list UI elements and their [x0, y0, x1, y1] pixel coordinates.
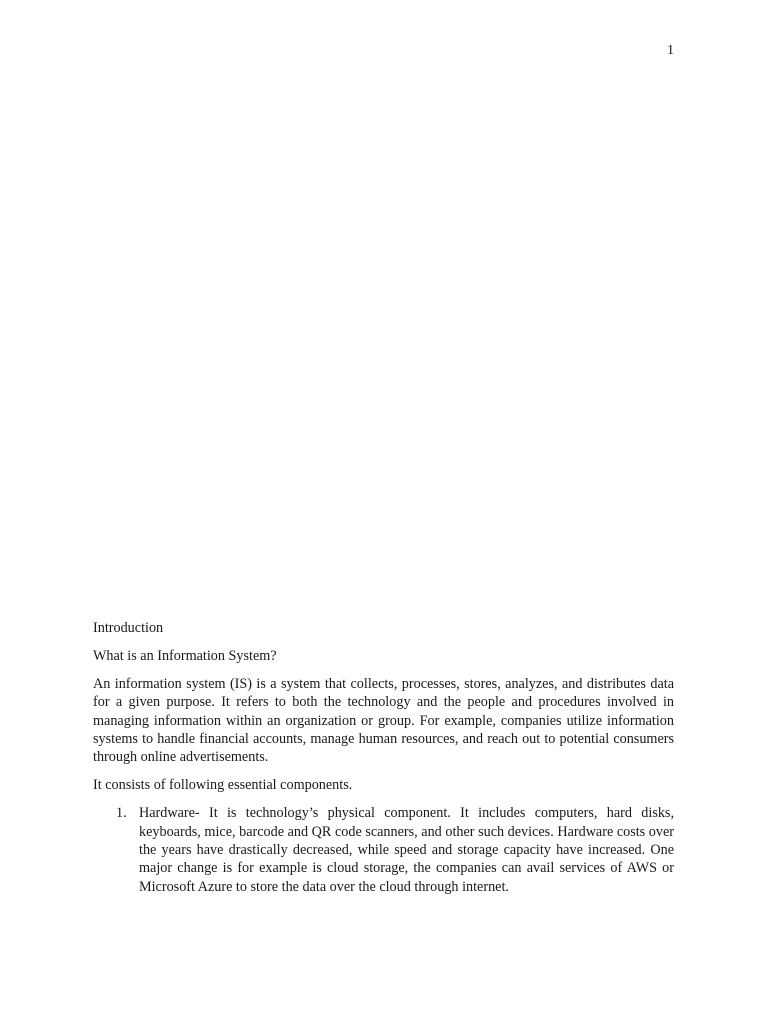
components-list	[93, 804, 674, 896]
list-item	[93, 804, 674, 896]
components-intro: It consists of following essential components.	[93, 777, 353, 794]
page-number: 1	[667, 43, 674, 58]
document-body	[93, 619, 674, 896]
section-question: What is an Information System?	[93, 647, 277, 664]
list-item-text: Hardware- It is technology’s physical component. It includes computers, hard disks, keyboards, mice, barcode and QR code scanners, and other such devices. Hardware costs over the years have drastically decreased, while speed and storage capacity have increased. One major change is for example is cloud storage, the companies can avail services of AWS or Microsoft Azure to store the data over the cloud through internet.	[139, 805, 674, 895]
list-item-number: 1.	[116, 805, 127, 822]
body-paragraph: An information system (IS) is a system that collects, processes, stores, analyzes, and distributes data for a given purpose. It refers to both the technology and the people and procedures involved in managing information within an organization or group. For example, companies utilize information systems to handle financial accounts, manage human resources, and reach out to potential consumers through online advertisements.	[93, 675, 674, 766]
section-heading: Introduction	[93, 620, 164, 636]
